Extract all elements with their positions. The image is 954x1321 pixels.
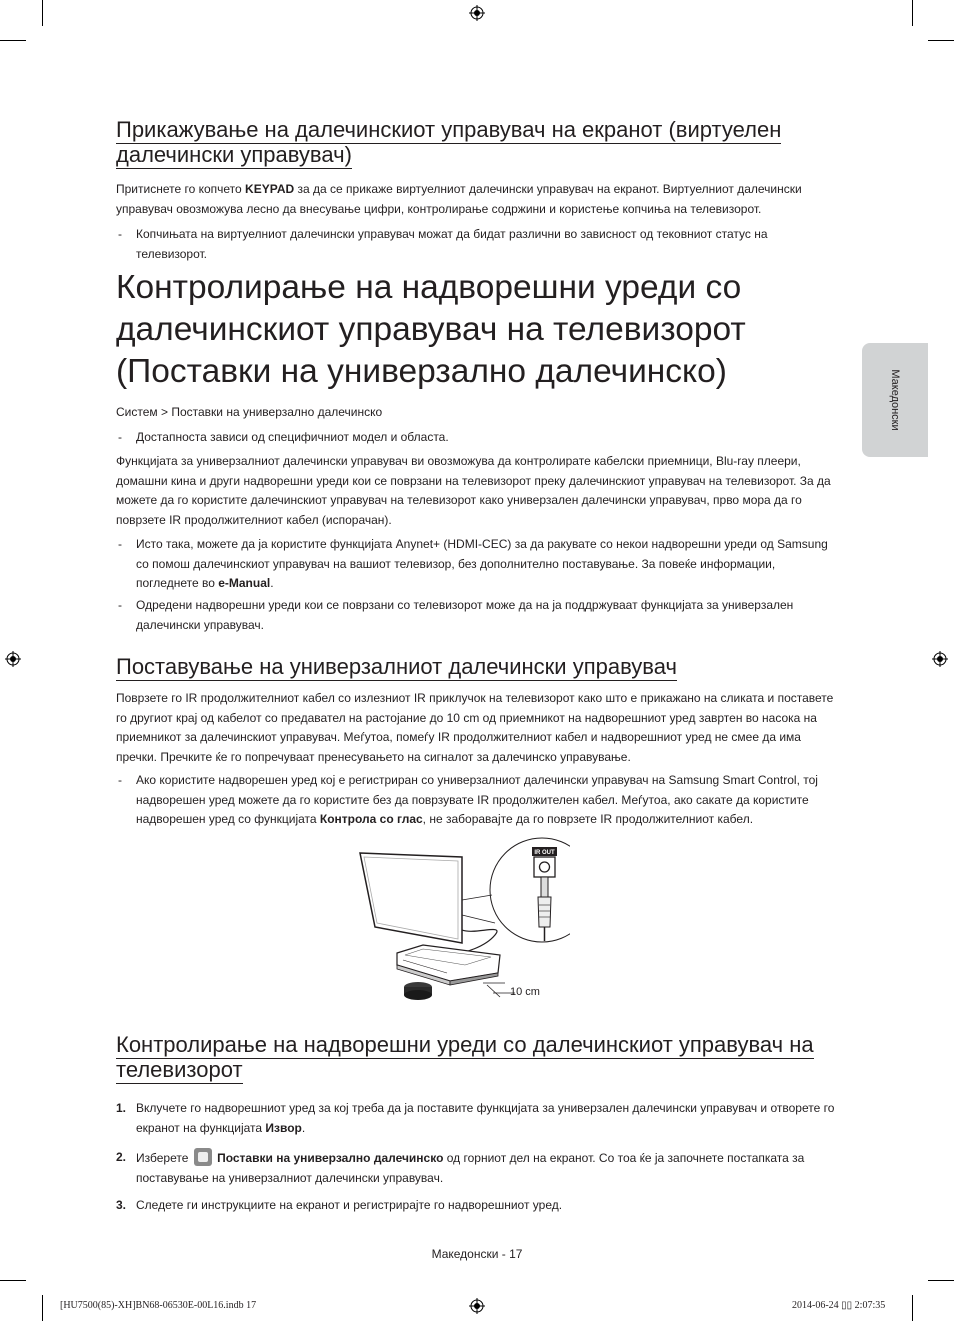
crop-mark (42, 1295, 43, 1321)
step-number: 3. (116, 1198, 127, 1212)
note-dash: - (118, 430, 122, 444)
section-title-control-devices: Контролирање на надворешни уреди со далечинскиот управувач на телевизорот (116, 1032, 814, 1082)
note-virtual-remote: Копчињата на виртуелниот далечински управувач можат да бидат различни во зависност од тековниот статус на телевизорот. (136, 227, 768, 261)
port-zoom-circle (490, 838, 570, 942)
paragraph-universal-remote: Функцијата за универзалниот далечински управувач ви овозможува да контролирате кабелски приемници, Blu-ray плеери, домашни кина и други надворешни уреди кои се поврзани на телевизорот преку далечинскиот управувач на телевизорот. За да можете да го користите далечинскиот управувач на телевизорот како универзален далечински управувач, прво мора да го поврзете IR продолжителниот кабел (испорачан). (116, 454, 831, 527)
universal-remote-settings-name: Поставки на универзално далечинско (217, 1151, 444, 1165)
section-title-setup: Поставување на универзалниот далечински управувач (116, 654, 677, 679)
print-slug-left: [HU7500(85)-XH]BN68-06530E-00L16.indb 17 (60, 1300, 257, 1311)
crop-mark (0, 40, 26, 41)
menu-path-universal-remote: Поставки на универзално далечинско (171, 405, 383, 419)
step-number: 2. (116, 1150, 127, 1164)
note-anynet: Исто така, можете да ја користите функцијата Anynet+ (HDMI-CEC) за да ракувате со некои надворешни уреди од Samsung со помош далечинскиот управувач на вашиот телевизор, без дополнително поставување. За повеќе информации, погледнете во e-Manual. (136, 537, 828, 590)
crop-mark (928, 40, 954, 41)
distance-label: 10 cm (510, 986, 540, 998)
source-function-name: Извор (265, 1120, 302, 1135)
voice-control-feature: Контрола со глас (319, 812, 423, 826)
page-footer: Македонски - 17 (431, 1247, 523, 1261)
step-3-text: Следете ги инструкциите на екранот и регистрирајте го надворешниот уред. (136, 1198, 563, 1212)
crop-mark (0, 1280, 26, 1281)
registration-mark-icon (469, 5, 485, 21)
e-manual-reference: e-Manual (218, 576, 271, 590)
note-dash: - (118, 773, 122, 787)
registration-mark-icon (5, 651, 21, 667)
language-side-tab-label: Македонски (889, 369, 901, 431)
ir-out-port-label: IR OUT (534, 850, 555, 856)
crop-mark (42, 0, 43, 26)
note-dash: - (118, 598, 122, 612)
note-dash: - (118, 537, 122, 551)
crop-mark (912, 1295, 913, 1321)
menu-path-system: Систем (116, 405, 158, 419)
note-support: Одредени надворешни уреди кои се поврзани со телевизорот може да на ја поддржуваат функцијата за универзален далечински управувач. (136, 598, 794, 632)
registration-mark-icon (469, 1298, 485, 1314)
paragraph-setup: Поврзете го IR продолжителниот кабел со излезниот IR приклучок на телевизорот како што е прикажано на сликата и поставете го другиот крај од кабелот со предавател на растојание до 10 cm од приемникот на надворешниот уред завртен во насока на приемникот за далечинскиот управувач. Меѓутоа, помеѓу IR продолжителниот кабел и надворешниот уред не смее да има пречки. Пречките ќе го попречуваат пренесувањето на сигналот за далечинско управување. (116, 691, 834, 764)
keypad-key-name: KEYPAD (245, 182, 295, 196)
section-title-universal-remote: Контролирање на надворешни уреди со далечинскиот управувач на телевизорот (Поставки на универзално далечинско) (116, 269, 746, 390)
note-dash: - (118, 227, 122, 241)
crop-mark (912, 0, 913, 26)
menu-path: Систем > Поставки на универзално далечинско (116, 405, 383, 419)
step-2-text: Изберете Поставки на универзално далечинско од горниот дел на екранот. Со тоа ќе ја започнете постапката за поставување на универзалниот далечински управувач. (136, 1148, 840, 1188)
note-smart-control: Ако користите надворешен уред кој е регистриран со универзалниот далечински управувач на Samsung Smart Control, тој надворешен уред можете да го користите без да поврзувате IR продолжителен кабел. Меѓутоа, ако сакате да користите надворешен уред со функцијата Контрола со глас, не заборавајте да го поврзете IR продолжителниот кабел. (136, 773, 818, 826)
external-device-illustration (397, 945, 500, 985)
ir-extender-figure (355, 835, 570, 1003)
tv-illustration (360, 853, 462, 943)
step-1-text: Вклучете го надворешниот уред за кој треба да ја поставите функцијата за универзален далечински управувач и отворете го екранот на функцијата Извор. (136, 1101, 835, 1135)
universal-remote-settings-icon (194, 1148, 212, 1166)
paragraph-virtual-remote: Притиснете го копчето KEYPAD за да се прикаже виртуелниот далечински управувач на екранот. Виртуелниот далечински управувач овозможува лесно да внесување цифри, контролирање содржини и користење копчиња на телевизорот. (116, 182, 802, 216)
ir-blaster-illustration (404, 982, 432, 1000)
note-availability: Достапноста зависи од специфичниот модел и областа. (136, 430, 449, 444)
section-title-virtual-remote: Прикажување на далечинскиот управувач на екранот (виртуелен далечински управувач) (116, 117, 782, 167)
registration-mark-icon (932, 651, 948, 667)
print-slug-right: 2014-06-24 ▯▯ 2:07:35 (792, 1300, 886, 1311)
step-number: 1. (116, 1101, 127, 1115)
crop-mark (928, 1280, 954, 1281)
